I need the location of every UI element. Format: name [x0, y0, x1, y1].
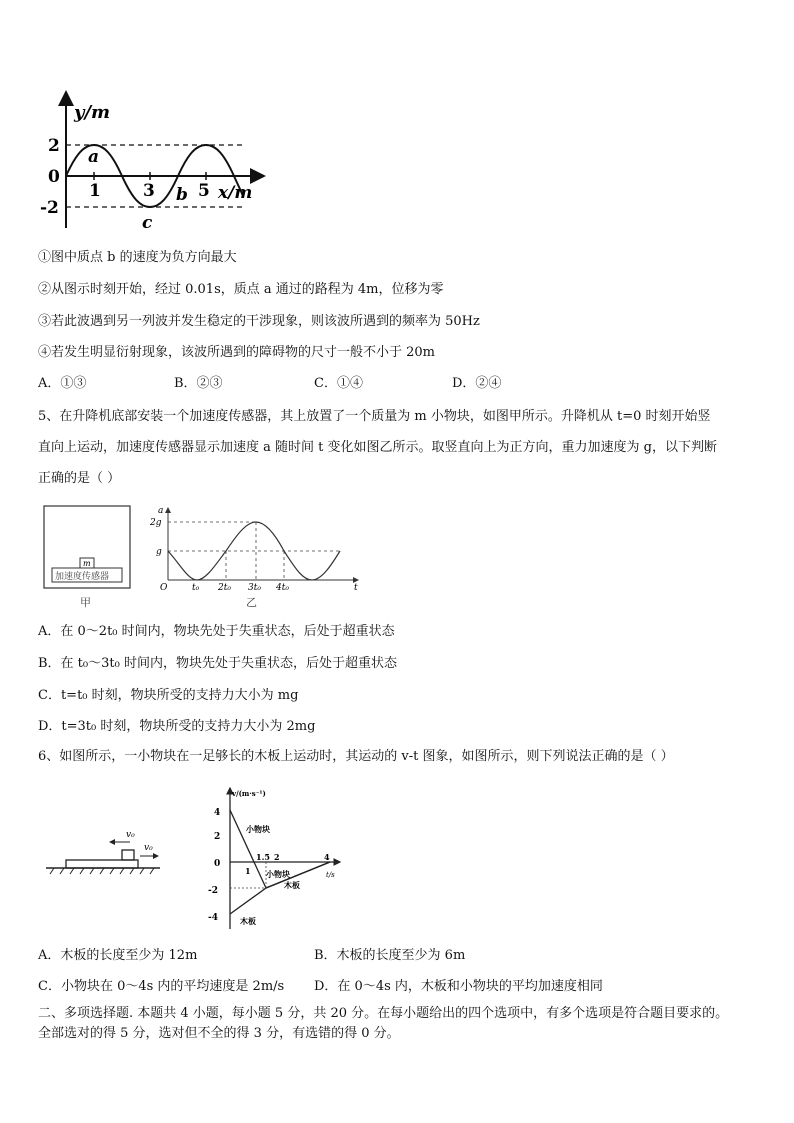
v-tick-0: 0 — [214, 859, 221, 869]
vt-graph — [200, 784, 350, 934]
x-tick-3: 3 — [143, 181, 155, 201]
point-b: b — [176, 185, 188, 205]
q4-statement-2: ②从图示时刻开始，经过 0.01s，质点 a 通过的路程为 4m，位移为零 — [38, 282, 444, 297]
q4-option-c[interactable]: C．①④ — [314, 376, 363, 391]
q5-stem-line-3: 正确的是（ ） — [38, 471, 121, 486]
x-axis-label: x/m — [218, 183, 253, 203]
q6-option-c[interactable]: C．小物块在 0～4s 内的平均速度是 2m/s — [38, 979, 285, 994]
x-tick-5: 5 — [198, 181, 210, 201]
tick-3t0: 3t₀ — [248, 583, 261, 593]
q6-stem: 6、如图所示，一小物块在一足够长的木板上运动时，其运动的 v-t 图象，如图所示，则下列说法正确的是（ ） — [38, 749, 674, 764]
a-axis-label: a — [158, 506, 164, 516]
v-tick-neg4: -4 — [208, 913, 218, 923]
board-line-1 — [230, 888, 266, 914]
elevator-figure — [42, 504, 134, 610]
label-board-lower: 木板 — [240, 916, 256, 926]
block-label: m — [83, 559, 91, 568]
section2-line-2: 全部选对的得 5 分，选对但不全的得 3 分，有选错的得 0 分。 — [38, 1026, 400, 1041]
section2-line-1: 二、多项选择题. 本题共 4 小题，每小题 5 分，共 20 分。在每小题给出的四个选项中，有多个选项是符合题目要求的。 — [38, 1006, 729, 1021]
q6-option-d[interactable]: D．在 0～4s 内，木板和小物块的平均加速度相同 — [314, 979, 603, 994]
q6-option-b[interactable]: B．木板的长度至少为 6m — [314, 948, 466, 963]
point-a: a — [88, 147, 100, 167]
q5-option-b[interactable]: B．在 t₀～3t₀ 时间内，物块先处于失重状态，后处于超重状态 — [38, 656, 397, 671]
t-tick-1-5: 1.5 — [256, 852, 270, 862]
acceleration-graph — [150, 504, 370, 614]
point-c: c — [142, 213, 153, 233]
y-tick-0: 0 — [48, 167, 60, 187]
block-line-1 — [230, 810, 266, 888]
q5-option-c[interactable]: C．t=t₀ 时刻，物块所受的支持力大小为 mg — [38, 688, 299, 703]
v0-block-label: v₀ — [126, 830, 135, 840]
fig-a-caption: 甲 — [80, 596, 91, 609]
q5-stem-line-2: 直向上运动，加速度传感器显示加速度 a 随时间 t 变化如图乙所示。取竖直向上为正方向，重力加速度为 g，以下判断 — [38, 440, 717, 455]
v-tick-neg2: -2 — [208, 886, 218, 896]
q4-statement-4: ④若发生明显衍射现象，该波所遇到的障碍物的尺寸一般不小于 20m — [38, 345, 436, 360]
q4-statement-1: ①图中质点 b 的速度为负方向最大 — [38, 250, 237, 265]
wave-figure — [40, 88, 270, 238]
t-axis-label: t — [354, 583, 358, 593]
y-tick-neg2: -2 — [40, 198, 59, 218]
q6-option-a[interactable]: A．木板的长度至少为 12m — [38, 948, 198, 963]
q4-statement-3: ③若此波遇到另一列波并发生稳定的干涉现象，则该波所遇到的频率为 50Hz — [38, 314, 480, 329]
tick-2g: 2g — [150, 518, 162, 528]
tick-t0: t₀ — [192, 583, 200, 593]
q5-stem-line-1: 5、在升降机底部安装一个加速度传感器，其上放置了一个质量为 m 小物块，如图甲所示。升降机从 t=0 时刻开始竖 — [38, 409, 711, 424]
v0-board-label: v₀ — [144, 843, 153, 853]
tick-4t0: 4t₀ — [276, 583, 289, 593]
fig-b-caption: 乙 — [246, 596, 257, 609]
v-tick-4: 4 — [214, 808, 221, 818]
small-block — [122, 850, 134, 860]
y-axis-label: y/m — [74, 102, 111, 123]
label-board-upper: 木板 — [284, 880, 300, 890]
x-tick-1: 1 — [89, 181, 101, 201]
y-tick-2: 2 — [48, 136, 60, 156]
board-figure — [44, 822, 174, 878]
q4-option-b[interactable]: B．②③ — [174, 376, 223, 391]
t-tick-2: 2 — [274, 852, 280, 862]
tick-O: O — [160, 583, 168, 593]
t-tick-4: 4 — [324, 852, 330, 862]
tick-g: g — [156, 547, 162, 557]
t-axis-label-vt: t/s — [326, 871, 335, 879]
v-axis-label: v/(m·s⁻¹) — [232, 789, 266, 798]
q4-option-a[interactable]: A．①③ — [38, 376, 87, 391]
board — [66, 860, 138, 868]
tick-2t0: 2t₀ — [218, 583, 231, 593]
label-block-upper: 小物块 — [246, 824, 270, 834]
q5-option-d[interactable]: D．t=3t₀ 时刻，物块所受的支持力大小为 2mg — [38, 719, 316, 734]
sensor-label: 加速度传感器 — [55, 572, 110, 582]
v-tick-2: 2 — [214, 832, 221, 842]
q5-option-a[interactable]: A．在 0～2t₀ 时间内，物块先处于失重状态，后处于超重状态 — [38, 624, 395, 639]
label-block-lower: 小物块 — [266, 869, 290, 879]
t-tick-1: 1 — [245, 866, 251, 876]
q4-option-d[interactable]: D．②④ — [452, 376, 502, 391]
